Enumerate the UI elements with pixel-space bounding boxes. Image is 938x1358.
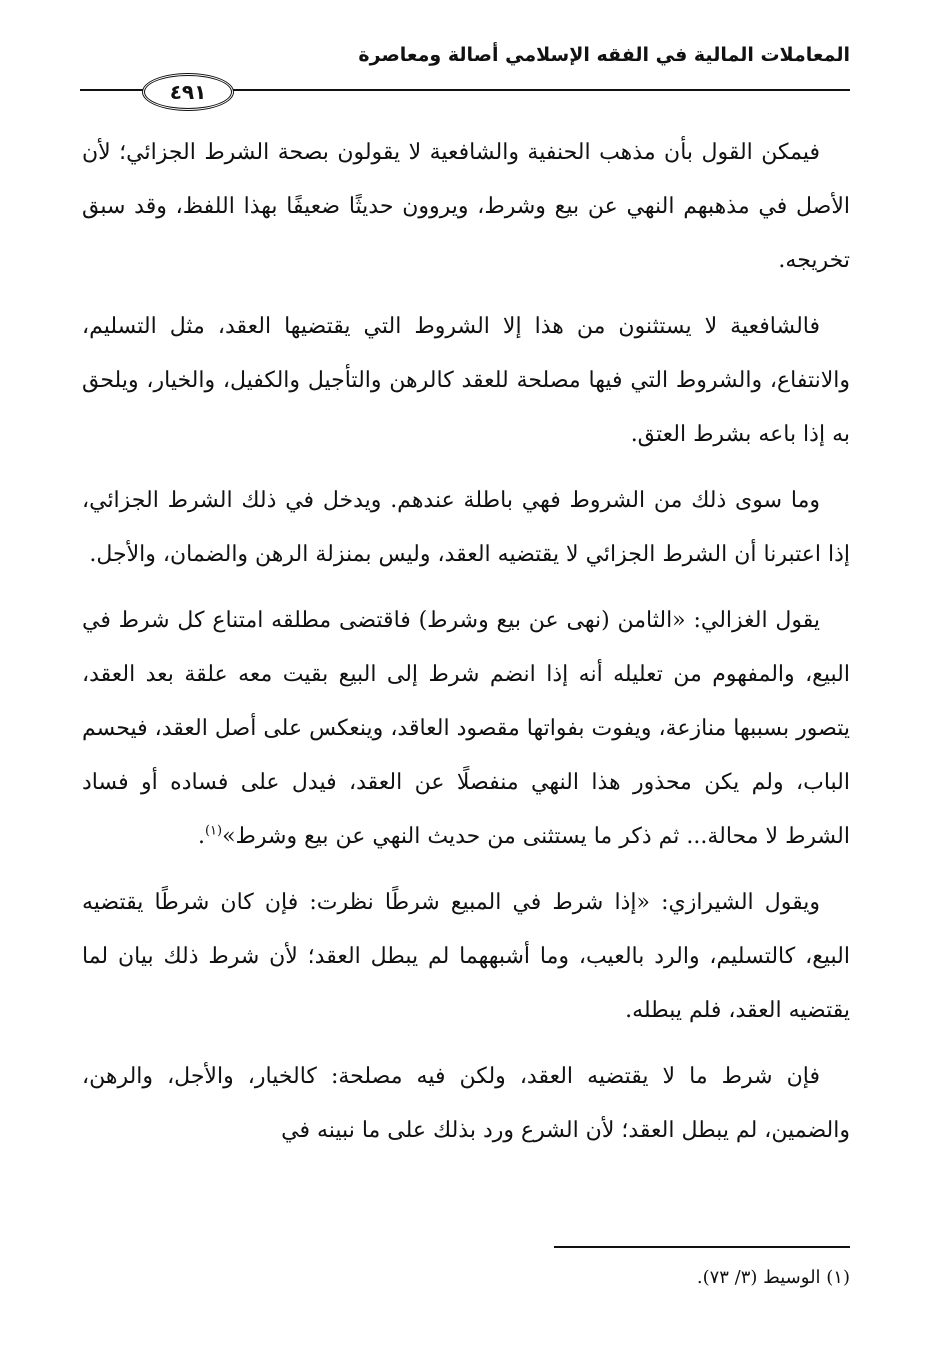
running-title: المعاملات المالية في الفقه الإسلامي أصالة ومعاصرة: [358, 44, 850, 66]
paragraph-4-end: .: [197, 824, 205, 849]
paragraph-6: فإن شرط ما لا يقتضيه العقد، ولكن فيه مصلحة: كالخيار، والأجل، والرهن، والضمين، لم يبطل العقد؛ لأن الشرع ورد بذلك على ما نبينه في: [82, 1064, 850, 1143]
paragraph-5: ويقول الشيرازي: «إذا شرط في المبيع شرطًا نظرت: فإن كان شرطًا يقتضيه البيع، كالتسليم، والرد بالعيب، وما أشبههما لم يبطل العقد؛ لأن شرط ذلك بيان لما يقتضيه العقد، فلم يبطله.: [82, 890, 850, 1023]
paragraph-3: وما سوى ذلك من الشروط فهي باطلة عندهم. ويدخل في ذلك الشرط الجزائي، إذا اعتبرنا أن الشرط الجزائي لا يقتضيه العقد، وليس بمنزلة الرهن والضمان، والأجل.: [82, 488, 850, 567]
footnote-reference[interactable]: (١): [204, 823, 223, 839]
paragraph-1: فيمكن القول بأن مذهب الحنفية والشافعية لا يقولون بصحة الشرط الجزائي؛ لأن الأصل في مذهبهم النهي عن بيع وشرط، ويروون حديثًا ضعيفًا بهذا اللفظ، وقد سبق تخريجه.: [82, 140, 850, 273]
body-text: [82, 126, 850, 1170]
paragraph-4: [82, 594, 850, 864]
paragraph-4-text: يقول الغزالي: «الثامن (نهى عن بيع وشرط) فاقتضى مطلقه امتناع كل شرط في البيع، والمفهوم من تعليله أنه إذا انضم شرط إلى البيع بقيت معه علقة بعد العقد، يتصور بسببها منازعة، ويفوت بفواتها مقصود العاقد، وينعكس على أصل العقد، فيحسم الباب، ولم يكن محذور هذا النهي منفصلًا عن العقد، فيدل على فساده أو فساد الشرط لا محالة... ثم ذكر ما يستثنى من حديث النهي عن بيع وشرط»: [82, 608, 850, 849]
footnote-rule: [554, 1246, 850, 1248]
paragraph-2: فالشافعية لا يستثنون من هذا إلا الشروط التي يقتضيها العقد، مثل التسليم، والانتفاع، والشروط التي فيها مصلحة للعقد كالرهن والتأجيل والكفيل، والخيار، ويلحق به إذا باعه بشرط العتق.: [82, 314, 850, 447]
page-header: [80, 40, 850, 104]
footnote: (١) الوسيط (٣/ ٧٣).: [696, 1267, 850, 1288]
page-number: ٤٩١: [142, 73, 234, 111]
